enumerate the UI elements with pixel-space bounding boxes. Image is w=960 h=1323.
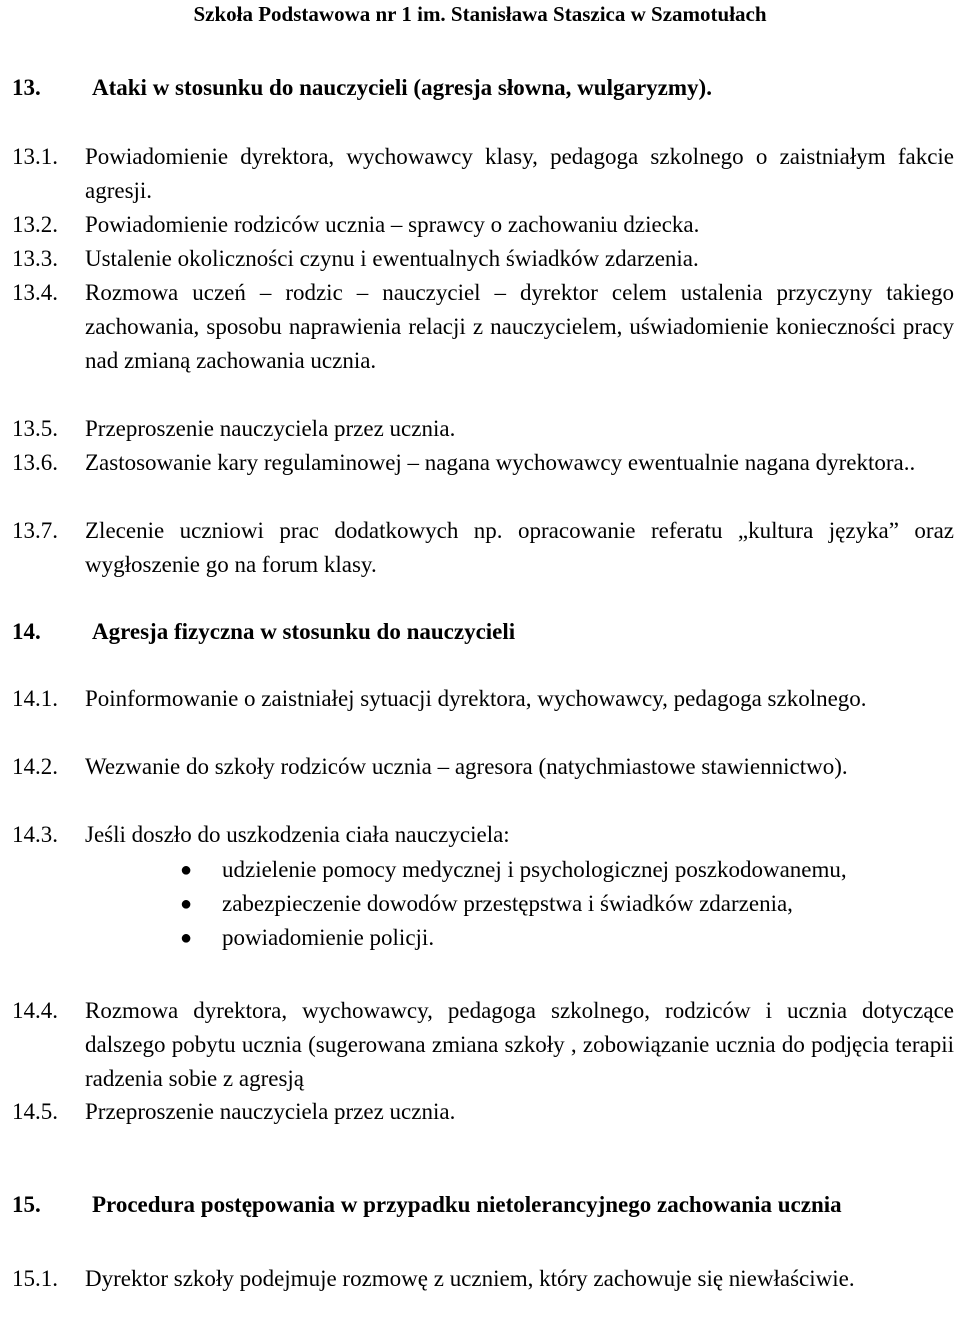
list-item-15-1: [12, 1262, 954, 1296]
item-number: 13.2.: [12, 212, 58, 237]
item-text: Wezwanie do szkoły rodziców ucznia – agresora (natychmiastowe stawiennictwo).: [85, 754, 848, 779]
item-number: 13.4.: [12, 280, 58, 305]
item-number: 14.1.: [12, 686, 58, 711]
bullet-text: udzielenie pomocy medycznej i psychologicznej poszkodowanemu,: [222, 857, 847, 882]
item-text: Ustalenie okoliczności czynu i ewentualnych świadków zdarzenia.: [85, 246, 699, 271]
item-number: 14.4.: [12, 998, 58, 1023]
item-text: Zastosowanie kary regulaminowej – nagana wychowawcy ewentualnie nagana dyrektora..: [85, 450, 916, 475]
list-item-13-5: [12, 412, 954, 446]
item-text: Powiadomienie rodziców ucznia – sprawcy o zachowaniu dziecka.: [85, 212, 700, 237]
bullet-item: [180, 921, 954, 955]
list-item-13-1: [12, 140, 954, 208]
list-item-13-3: [12, 242, 954, 276]
item-number: 13.1.: [12, 144, 58, 169]
section-title: Ataki w stosunku do nauczycieli (agresja słowna, wulgaryzmy).: [92, 75, 712, 100]
section-number: 14.: [12, 619, 41, 644]
list-item-14-3: [12, 818, 954, 852]
list-item-14-1: [12, 682, 954, 716]
item-number: 13.5.: [12, 416, 58, 441]
bullet-list-14-3: [0, 853, 954, 955]
list-item-13-2: [12, 208, 954, 242]
item-text: Powiadomienie dyrektora, wychowawcy klasy, pedagoga szkolnego o zaistniałym fakcie agresji.: [85, 144, 954, 203]
item-text: Dyrektor szkoły podejmuje rozmowę z uczniem, który zachowuje się niewłaściwie.: [85, 1266, 855, 1291]
item-number: 13.7.: [12, 518, 58, 543]
section-heading-14: [12, 615, 515, 649]
section-heading-15: [12, 1188, 912, 1222]
item-number: 13.6.: [12, 450, 58, 475]
item-number: 14.5.: [12, 1099, 58, 1124]
item-number: 13.3.: [12, 246, 58, 271]
section-title: Agresja fizyczna w stosunku do nauczycieli: [92, 619, 516, 644]
bullet-item: [180, 853, 954, 887]
item-number: 15.1.: [12, 1266, 58, 1291]
section-heading-13: [12, 71, 712, 105]
item-text: Zlecenie uczniowi prac dodatkowych np. opracowanie referatu „kultura języka” oraz wygłoszenie go na forum klasy.: [85, 518, 954, 577]
item-text: Jeśli doszło do uszkodzenia ciała nauczyciela:: [85, 822, 510, 847]
item-text: Poinformowanie o zaistniałej sytuacji dyrektora, wychowawcy, pedagoga szkolnego.: [85, 686, 867, 711]
bullet-text: powiadomienie policji.: [222, 925, 435, 950]
list-item-14-2: [12, 750, 954, 784]
bullet-icon: ●: [180, 927, 193, 949]
item-text: Przeproszenie nauczyciela przez ucznia.: [85, 1099, 456, 1124]
list-item-13-6: [12, 446, 954, 480]
item-number: 14.2.: [12, 754, 58, 779]
bullet-item: [180, 887, 954, 921]
list-item-14-5: [12, 1095, 954, 1129]
list-item-13-4: [12, 276, 954, 378]
item-text: Rozmowa uczeń – rodzic – nauczyciel – dyrektor celem ustalenia przyczyny takiego zachowania, sposobu naprawienia relacji z nauczycielem, uświadomienie konieczności pracy nad zmianą zachowania ucznia.: [85, 280, 954, 373]
section-number: 15.: [12, 1192, 41, 1217]
page-header: Szkoła Podstawowa nr 1 im. Stanisława Staszica w Szamotułach: [193, 2, 767, 26]
item-text: Przeproszenie nauczyciela przez ucznia.: [85, 416, 456, 441]
item-number: 14.3.: [12, 822, 58, 847]
section-number: 13.: [12, 75, 41, 100]
bullet-icon: ●: [180, 859, 193, 881]
list-item-14-4: [12, 994, 954, 1096]
item-text: Rozmowa dyrektora, wychowawcy, pedagoga szkolnego, rodziców i ucznia dotyczące dalszego pobytu ucznia (sugerowana zmiana szkoły , zobowiązanie ucznia do podjęcia terapii radzenia sobie z agresją: [85, 998, 954, 1091]
bullet-text: zabezpieczenie dowodów przestępstwa i świadków zdarzenia,: [222, 891, 793, 916]
section-title: Procedura postępowania w przypadku nietolerancyjnego zachowania ucznia: [92, 1192, 842, 1217]
bullet-icon: ●: [180, 893, 193, 915]
list-item-13-7: [12, 514, 954, 582]
